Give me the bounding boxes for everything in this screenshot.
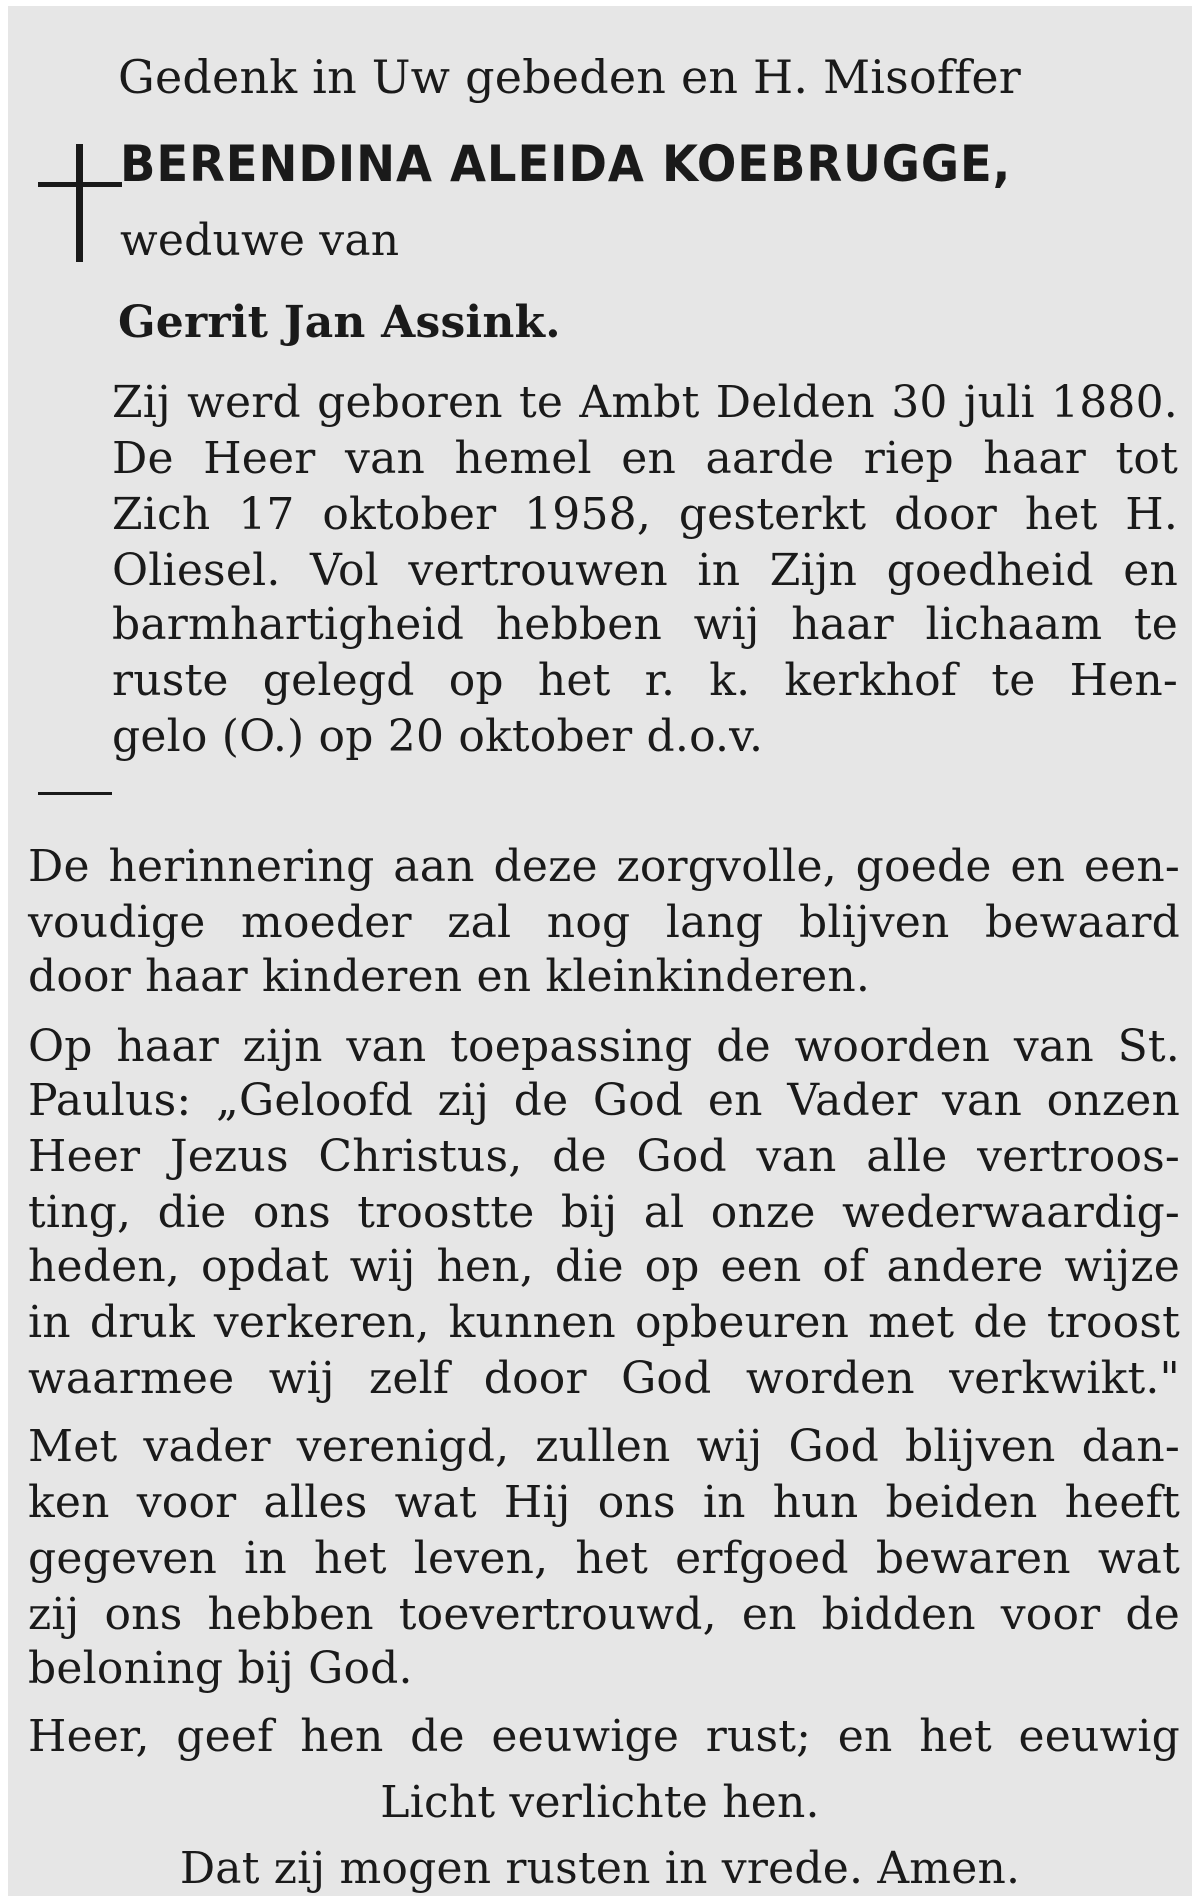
gratitude-line: ken voor alles wat Hij ons in hun beiden heeft [28,1477,1180,1528]
divider [38,792,112,795]
widow-of-label: weduwe van [120,215,400,266]
quote-line: in druk verkeren, kunnen opbeuren met de troost [28,1297,1180,1348]
remembrance-line: voudige moeder zal nog lang blijven bewaard [28,897,1180,948]
biography-line: ruste gelegd op het r. k. kerkhof te Hen- [112,655,1178,706]
cross-icon [38,144,122,262]
prayer-line: Licht verlichte hen. [380,1777,820,1828]
biography-line: Zij werd geboren te Ambt Delden 30 juli 1880. [112,377,1178,428]
quote-line: ting, die ons troostte bij al onze wederwaardig- [28,1187,1180,1238]
quote-line: Paulus: „Geloofd zij de God en Vader van onzen [28,1075,1180,1126]
biography-line: De Heer van hemel en aarde riep haar tot [112,433,1178,484]
gratitude-line: Met vader verenigd, zullen wij God blijven dan- [28,1421,1180,1472]
remembrance-line: door haar kinderen en kleinkinderen. [28,951,871,1002]
remembrance-line: De herinnering aan deze zorgvolle, goede en een- [28,841,1180,892]
biography-line: Oliesel. Vol vertrouwen in Zijn goedheid en [112,545,1178,596]
gratitude-line: gegeven in het leven, het erfgoed bewaren wat [28,1533,1180,1584]
quote-line: Heer Jezus Christus, de God van alle vertroos- [28,1131,1180,1182]
quote-line: waarmee wij zelf door God worden verkwikt." [28,1353,1180,1404]
prayer-line: Heer, geef hen de eeuwige rust; en het eeuwig [28,1711,1180,1762]
deceased-name: BERENDINA ALEIDA KOEBRUGGE, [120,135,1012,193]
quote-line: Op haar zijn van toepassing de woorden van St. [28,1021,1180,1072]
biography-line: barmhartigheid hebben wij haar lichaam te [112,599,1178,650]
closing-line: Dat zij mogen rusten in vrede. Amen. [179,1843,1021,1894]
husband-name: Gerrit Jan Assink. [118,297,561,348]
quote-line: heden, opdat wij hen, die op een of andere wijze [28,1241,1180,1292]
memorial-card [8,6,1192,1896]
intro-line: Gedenk in Uw gebeden en H. Misoffer [118,50,1021,104]
gratitude-line: zij ons hebben toevertrouwd, en bidden voor de [28,1589,1180,1640]
gratitude-line: beloning bij God. [28,1643,413,1694]
biography-line: Zich 17 oktober 1958, gesterkt door het H. [112,489,1178,540]
biography-line: gelo (O.) op 20 oktober d.o.v. [112,711,764,762]
